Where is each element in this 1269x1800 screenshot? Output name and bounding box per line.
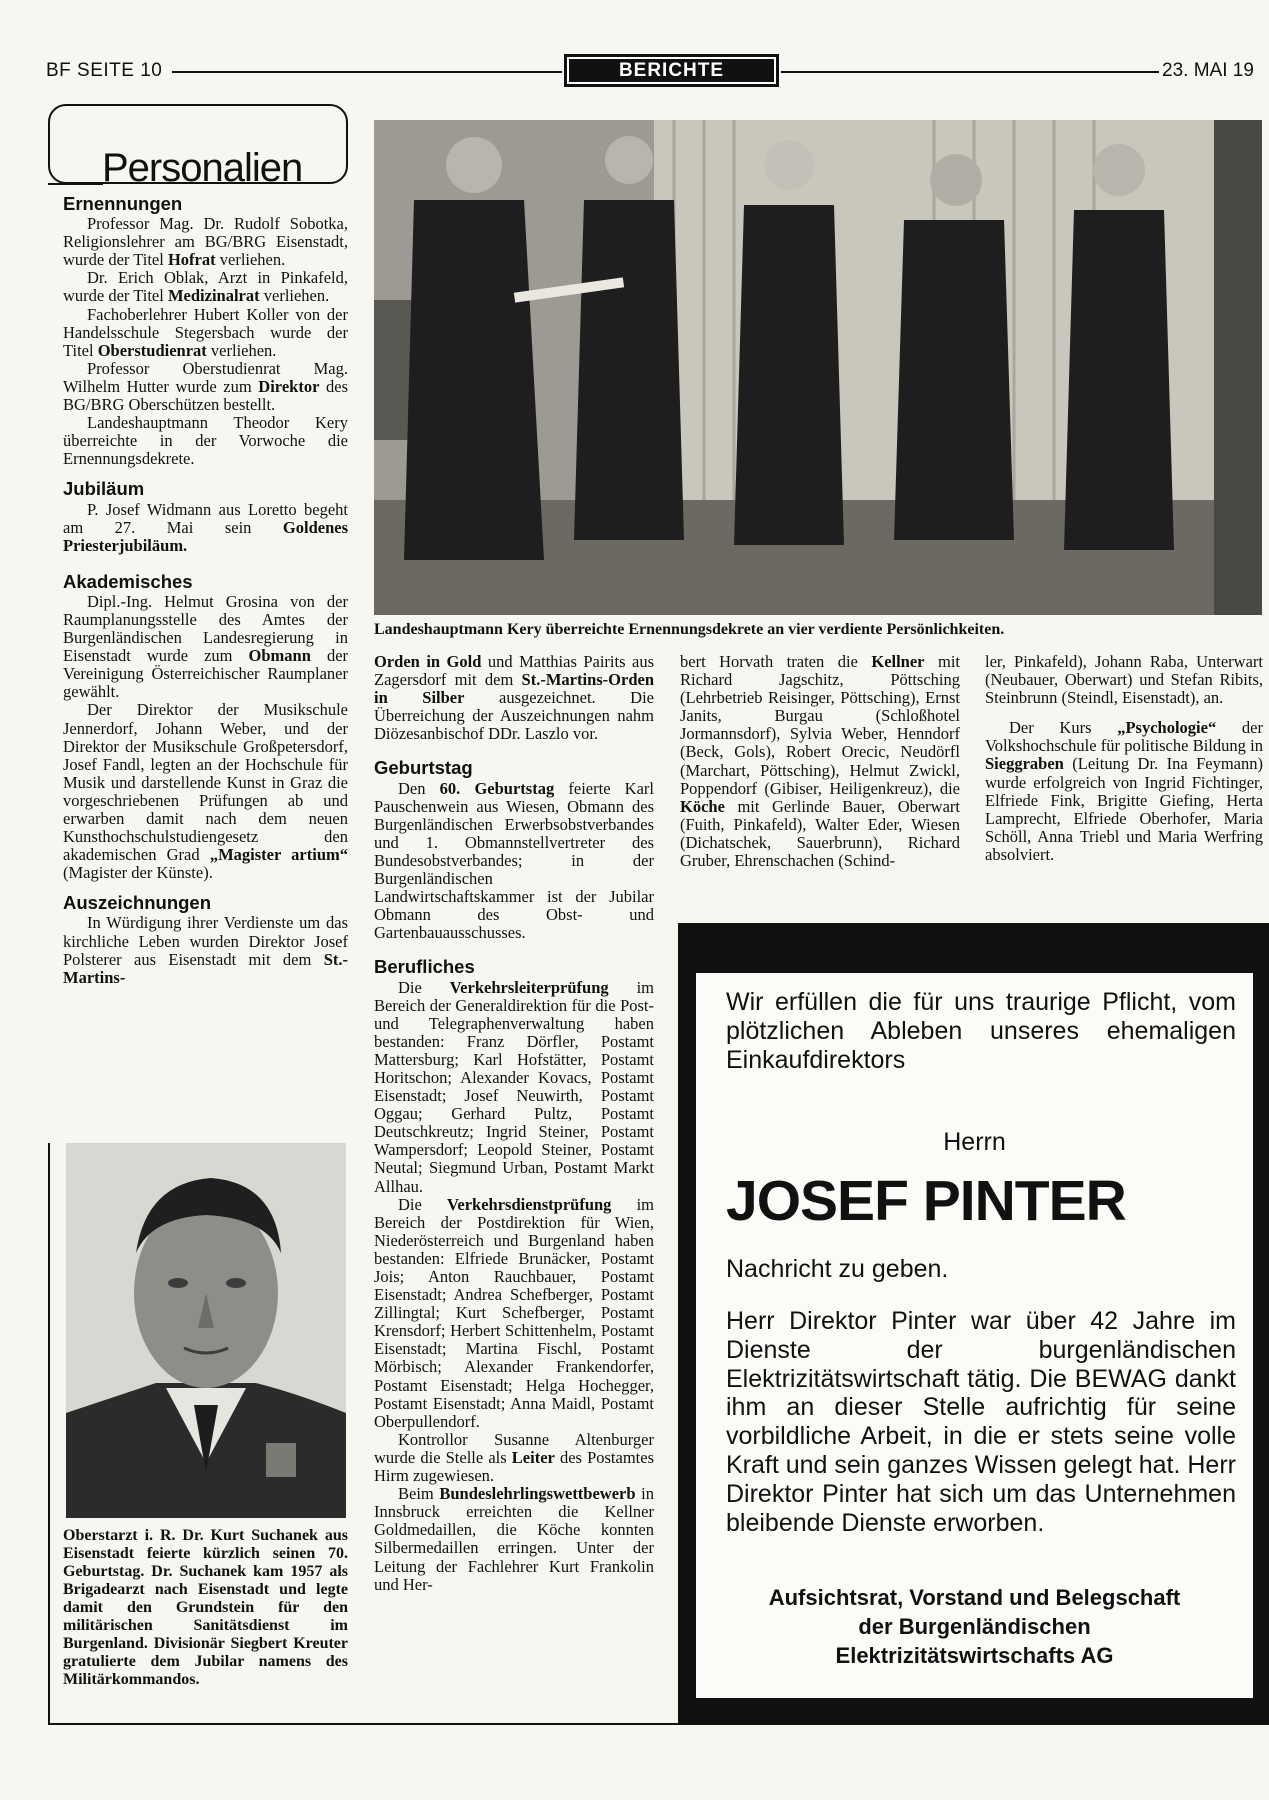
obituary-body: Herr Direktor Pinter war über 42 Jahre im Dienste der burgenländischen Elektrizitätswirtschaft tätig. Die BEWAG dankt ihm an dieser Stelle aufrichtig für seine vorbildliche Arbeit, in die er stets seine volle Kraft und sein ganzes Wissen gelegt hat. Herr Direktor Pinter hat sich um das Unternehmen bleibende Dienste erworben. — [726, 1307, 1236, 1537]
left-edge-rule — [48, 1143, 50, 1725]
page-label: BF SEITE 10 — [46, 60, 163, 81]
column-3 — [680, 653, 960, 870]
header-rule-left — [172, 71, 562, 73]
paragraph: Dipl.-Ing. Helmut Grosina von der Raumplanungsstelle des Amtes der Burgenländischen Landesregierung in Eisenstadt wurde zum Obmann der Vereinigung Österreichischer Raumplaner gewählt. — [63, 591, 349, 702]
heading-geburtstag: Geburtstag — [374, 757, 473, 779]
paragraph: Landeshauptmann Theodor Kery überreichte in der Vorwoche die Ernennungsdekrete. — [63, 413, 348, 469]
paragraph: ler, Pinkafeld), Johann Raba, Unterwart (Neubauer, Oberwart) und Stefan Ribits, Steinbrunn (Steindl, Eisenstadt), an. — [985, 652, 1263, 708]
obituary-ad — [696, 973, 1253, 1698]
group-photo-caption: Landeshauptmann Kery überreichte Ernennungsdekrete an vier verdiente Persönlichkeiten. — [374, 621, 1005, 638]
paragraph: Orden in Gold und Matthias Pairits aus Zagersdorf mit dem St.-Martins-Orden in Silber ausgezeichnet. Die Überreichung der Auszeichnungen nahm Diözesanbischof DDr. Laszlo vor. — [374, 652, 655, 744]
paragraph: Die Verkehrsleiterprüfung im Bereich der Generaldirektion für die Post- und Telegraphenverwaltung haben bestanden: Franz Dörfler, Postamt Mattersburg; Karl Hofstätter, Postamt Horitschon; Alexander Kovacs, Postamt Eisenstadt; Josef Neuwirth, Postamt Oggau; Gerhard Pultz, Postamt Deutschkreutz; Ingrid Steiner, Postamt Wampersdorf; Leopold Steiner, Postamt Neutal; Siegmund Urban, Postamt Markt Allhau. — [374, 977, 655, 1196]
portrait-caption: Oberstarzt i. R. Dr. Kurt Suchanek aus Eisenstadt feierte kürzlich seinen 70. Geburtstag. Dr. Suchanek kam 1957 als Brigadearzt nach Eisenstadt und legte damit den Grundstein für den militärischen Sanitätsdienst im Burgenland. Divisionär Siegbert Kreuter gratulierte dem Jubilar namens des Militärkommandos. — [63, 1527, 348, 1688]
heading-jubilaeum: Jubiläum — [63, 478, 145, 500]
heading-berufliches: Berufliches — [374, 956, 475, 978]
paragraph: P. Josef Widmann aus Loretto begeht am 27. Mai sein Goldenes Priesterjubiläum. — [63, 499, 348, 555]
obituary-signature: Aufsichtsrat, Vorstand und Belegschaft der Burgenländischen Elektrizitätswirtschafts AG — [768, 1585, 1181, 1668]
obituary-intro: Wir erfüllen die für uns traurige Pflicht, vom plötzlichen Ableben unseres ehemaligen Einkaufdirektors — [726, 988, 1236, 1074]
section-badge — [564, 54, 779, 87]
paragraph: In Würdigung ihrer Verdienste um das kirchliche Leben wurden Direktor Josef Polsterer aus Eisenstadt mit dem St.-Martins- — [63, 913, 348, 987]
section-title-rule — [48, 183, 103, 185]
header-rule-right — [781, 71, 1159, 73]
bottom-rule — [48, 1723, 678, 1725]
group-photo-drawing — [374, 120, 1262, 615]
paragraph: Fachoberlehrer Hubert Koller von der Handelsschule Stegersbach wurde der Titel Oberstudienrat verliehen. — [63, 304, 348, 360]
column-2 — [374, 653, 654, 1594]
paragraph: Der Direktor der Musikschule Jennerdorf, Johann Weber, und der Direktor der Musikschule Großpetersdorf, Josef Fandl, legten an der Hochschule für Musik und darstellende Kunst in Graz die vorgeschriebenen Prüfungen ab und erwarben damit nach dem neuen Kunsthochschulstudiengesetz den akademischen Grad „Magister artium“ (Magister der Künste). — [63, 700, 348, 883]
obituary-name: JOSEF PINTER — [726, 1169, 1126, 1233]
section-label: BERICHTE — [569, 59, 774, 82]
paragraph: bert Horvath traten die Kellner mit Richard Jagschitz, Pöttsching (Lehrbetrieb Reisinger, Pöttsching), Ernst Janits, Burgau (Schloßhotel Jormannsdorf), Sylvia Weber, Henndorf (Beck, Gols), Robert Orecic, Neudörfl (Marchart, Pöttsching), Helmut Zwickl, Poppendorf (Gibiser, Heiligenkreuz), die Köche mit Gerlinde Bauer, Oberwart (Fuith, Pinkafeld), Walter Eder, Wiesen (Dichatschek, Sauerbrunn), Richard Gruber, Ehrenschachen (Schind- — [680, 652, 961, 871]
obituary-herrn: Herrn — [943, 1128, 1006, 1156]
portrait-photo — [66, 1143, 346, 1518]
obituary-nachricht: Nachricht zu geben. — [726, 1255, 949, 1283]
group-photo — [374, 120, 1262, 615]
paragraph: Den 60. Geburtstag feierte Karl Pauschenwein aus Wiesen, Obmann des Burgenländischen Erwerbsobstverbandes und 1. Obmannstellvertreter des Bundesobstverbandes; in der Burgenländischen Landwirtschaftskammer ist der Jubilar Obmann des Obst- und Gartenbauausschusses. — [374, 778, 655, 943]
portrait-photo-drawing — [66, 1143, 346, 1518]
paragraph: Der Kurs „Psychologie“ der Volkshochschule für politische Bildung in Sieggraben (Leitung Dr. Ina Feymann) wurde erfolgreich von Ingrid Fichtinger, Elfriede Fink, Brigitte Giefing, Herta Lamprecht, Elfriede Oberhofer, Maria Schöll, Anna Triebl und Maria Werfring absolviert. — [985, 718, 1263, 864]
heading-akademisches: Akademisches — [63, 570, 193, 592]
paragraph: Kontrollor Susanne Altenburger wurde die Stelle als Leiter des Postamtes Hirm zugewiesen. — [374, 1429, 655, 1486]
paragraph: Beim Bundeslehrlingswettbewerb in Innsbruck erreichten die Kellner Goldmedaillen, die Köche konnten Silbermedaillen erringen. Unter der Leitung der Fachlehrer Kurt Frankolin und Her- — [374, 1484, 655, 1594]
paragraph: Professor Oberstudienrat Mag. Wilhelm Hutter wurde zum Direktor des BG/BRG Oberschützen bestellt. — [63, 358, 348, 415]
section-title: Personalien — [102, 146, 303, 190]
column-4 — [985, 653, 1263, 864]
column-1 — [63, 195, 348, 987]
paragraph: Die Verkehrsdienstprüfung im Bereich der Postdirektion für Wien, Niederösterreich und Burgenland haben bestanden: Elfriede Brunäcker, Postamt Jois; Anton Rauchbauer, Postamt Eisenstadt; Andrea Schefberger, Postamt Zillingtal; Kurt Schefberger, Postamt Krensdorf; Herbert Schittenhelm, Postamt Eisenstadt; Martina Fischl, Postamt Mörbisch; Alexander Frankendorfer, Postamt Eisenstadt; Helga Hochegger, Postamt Eisenstadt; Anna Maidl, Postamt Oberpullendorf. — [374, 1194, 655, 1431]
paragraph: Professor Mag. Dr. Rudolf Sobotka, Religionslehrer am BG/BRG Eisenstadt, wurde der Titel Hofrat verliehen. — [63, 214, 348, 270]
heading-auszeichnungen: Auszeichnungen — [63, 892, 212, 914]
paragraph: Dr. Erich Oblak, Arzt in Pinkafeld, wurde der Titel Medizinalrat verliehen. — [63, 268, 348, 306]
heading-ernennungen: Ernennungen — [63, 193, 183, 214]
issue-date: 23. MAI 19 — [1162, 60, 1254, 81]
